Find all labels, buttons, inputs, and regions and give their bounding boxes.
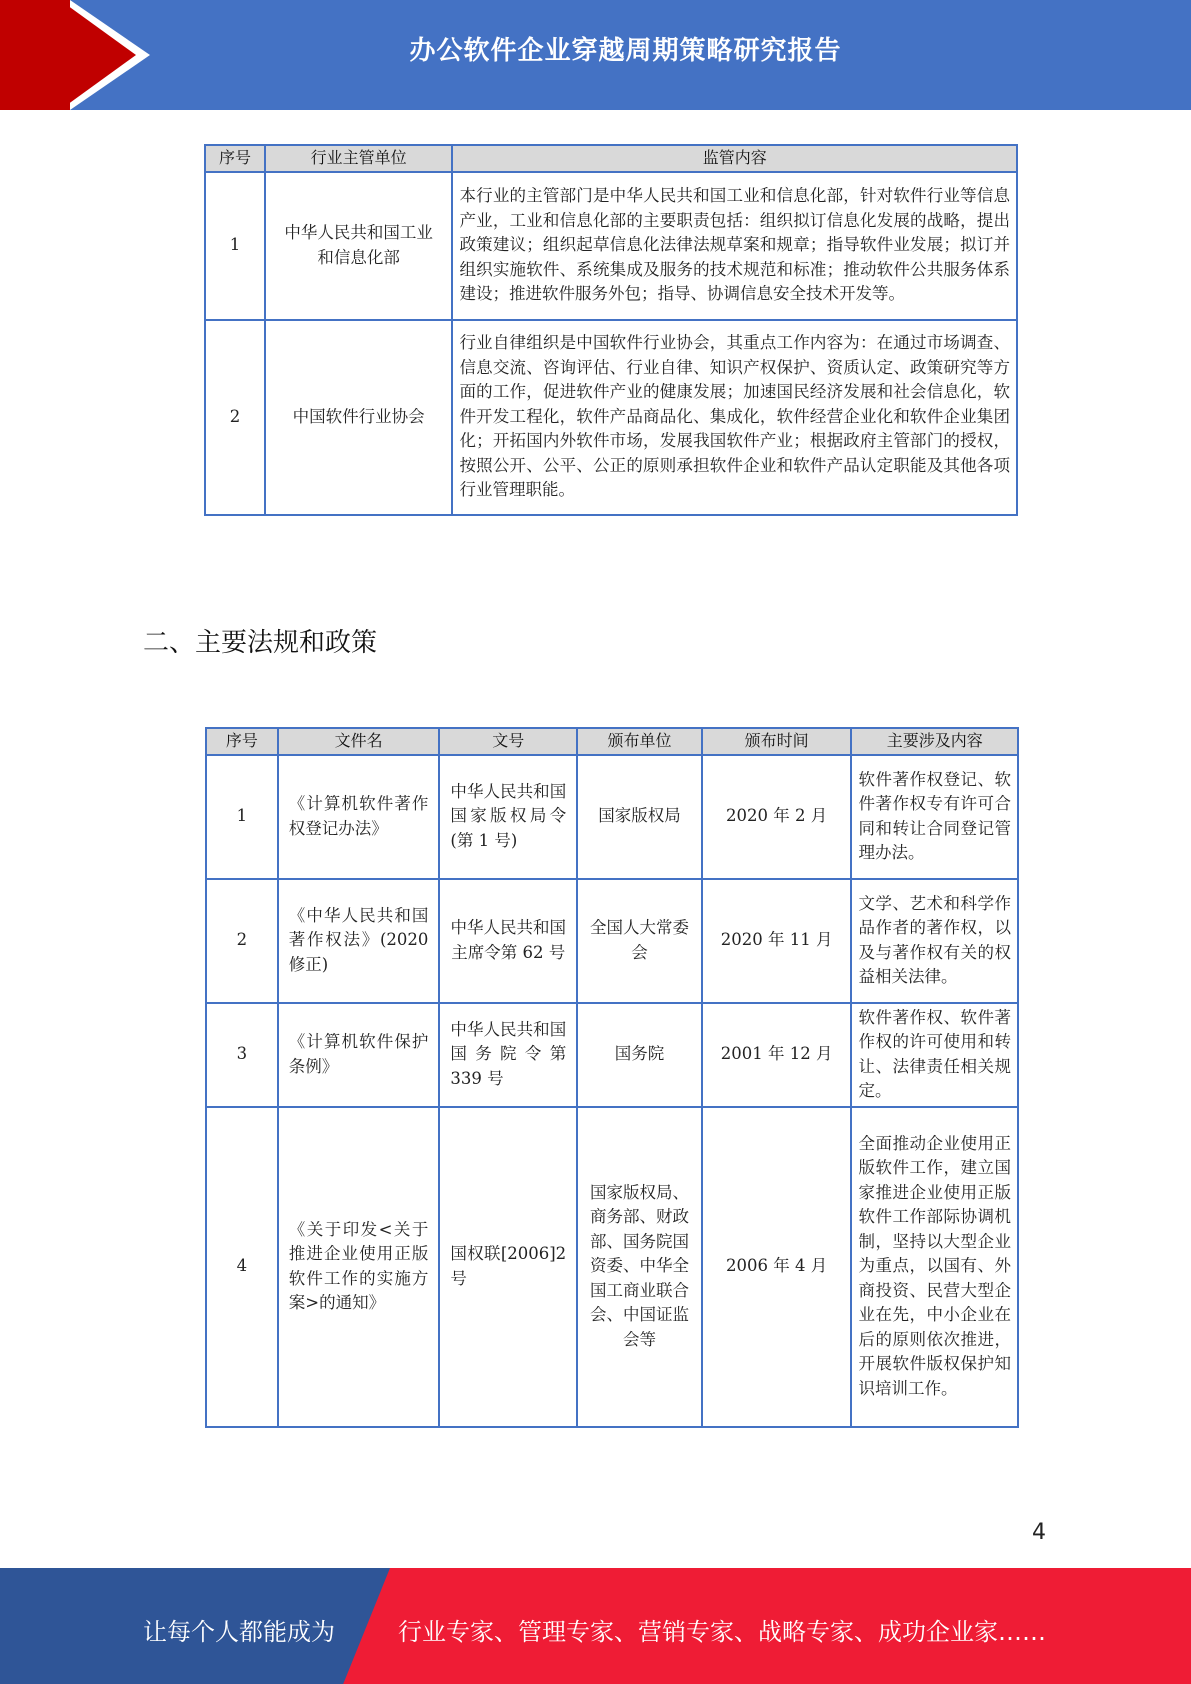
footer-slogan-right: 行业专家、管理专家、营销专家、战略专家、成功企业家……: [398, 1618, 1046, 1646]
row-no: 3: [206, 1003, 278, 1107]
col-header-name: 文件名: [278, 728, 440, 755]
row-date: 2020 年 11 月: [702, 879, 852, 1003]
row-name: 《关于印发<关于推进企业使用正版软件工作的实施方案>的通知》: [278, 1107, 440, 1427]
row-content: 软件著作权、软件著作权的许可使用和转让、法律责任相关规定。: [851, 1003, 1018, 1107]
header-chevron-arrow: [60, 0, 136, 110]
row-issuer: 全国人大常委会: [577, 879, 702, 1003]
row-issuer: 国家版权局、商务部、财政部、国务院国资委、中华全国工商业联合会、中国证监会等: [577, 1107, 702, 1427]
row-date: 2001 年 12 月: [702, 1003, 852, 1107]
row-date: 2020 年 2 月: [702, 755, 852, 879]
row-content: 全面推动企业使用正版软件工作，建立国家推进企业使用正版软件工作部际协调机制，坚持以大型企业为重点，以国有、外商投资、民营大型企业在先，中小企业在后的原则依次推进，开展软件版权保护知识培训工作。: [851, 1107, 1018, 1427]
col-header-content: 监管内容: [452, 145, 1017, 172]
col-header-no: 序号: [206, 728, 278, 755]
col-header-issuer: 颁布单位: [577, 728, 702, 755]
row-name: 《中华人民共和国著作权法》(2020 修正): [278, 879, 440, 1003]
regulator-table: [204, 144, 1018, 516]
row-name: 《计算机软件保护条例》: [278, 1003, 440, 1107]
col-header-no: 序号: [205, 145, 265, 172]
row-doc-no: 中华人民共和国国务院令第 339 号: [439, 1003, 577, 1107]
table-row: [206, 755, 1018, 879]
row-unit: 中华人民共和国工业和信息化部: [265, 172, 453, 320]
row-date: 2006 年 4 月: [702, 1107, 852, 1427]
report-title: 办公软件企业穿越周期策略研究报告: [409, 36, 842, 66]
page-number: 4: [1032, 1520, 1046, 1545]
footer-slogan-left: 让每个人都能成为: [143, 1618, 335, 1646]
table-row: [205, 172, 1017, 320]
row-content: 本行业的主管部门是中华人民共和国工业和信息化部，针对软件行业等信息产业，工业和信息化部的主要职责包括：组织拟订信息化发展的战略，提出政策建议；组织起草信息化法律法规草案和规章；指导软件业发展；拟订并组织实施软件、系统集成及服务的技术规范和标准；推动软件公共服务体系建设；推进软件服务外包；指导、协调信息安全技术开发等。: [452, 172, 1017, 320]
col-header-date: 颁布时间: [702, 728, 852, 755]
col-header-content: 主要涉及内容: [851, 728, 1018, 755]
row-no: 1: [206, 755, 278, 879]
row-issuer: 国家版权局: [577, 755, 702, 879]
row-no: 2: [206, 879, 278, 1003]
row-doc-no: 国权联[2006]2 号: [439, 1107, 577, 1427]
table-row: [206, 1107, 1018, 1427]
col-header-doc-no: 文号: [439, 728, 577, 755]
page-footer: [0, 1568, 1191, 1684]
row-content: 文学、艺术和科学作品作者的著作权，以及与著作权有关的权益相关法律。: [851, 879, 1018, 1003]
table-header-row: [206, 728, 1018, 755]
row-no: 4: [206, 1107, 278, 1427]
row-content: 行业自律组织是中国软件行业协会，其重点工作内容为：在通过市场调查、信息交流、咨询评估、行业自律、知识产权保护、资质认定、政策研究等方面的工作，促进软件产业的健康发展；加速国民经济发展和社会信息化，软件开发工程化，软件产品商品化、集成化，软件经营企业化和软件企业集团化；开拓国内外软件市场，发展我国软件产业；根据政府主管部门的授权，按照公开、公平、公正的原则承担软件企业和软件产品认定职能及其他各项行业管理职能。: [452, 320, 1017, 515]
row-issuer: 国务院: [577, 1003, 702, 1107]
page-header: [0, 0, 1191, 110]
row-doc-no: 中华人民共和国主席令第 62 号: [439, 879, 577, 1003]
section-heading: 二、主要法规和政策: [143, 628, 378, 658]
col-header-unit: 行业主管单位: [265, 145, 453, 172]
row-no: 2: [205, 320, 265, 515]
row-content: 软件著作权登记、软件著作权专有许可合同和转让合同登记管理办法。: [851, 755, 1018, 879]
table-header-row: [205, 145, 1017, 172]
regulations-table: [205, 727, 1019, 1428]
row-doc-no: 中华人民共和国国家版权局令(第 1 号): [439, 755, 577, 879]
table-row: [206, 1003, 1018, 1107]
table-row: [205, 320, 1017, 515]
row-no: 1: [205, 172, 265, 320]
row-name: 《计算机软件著作权登记办法》: [278, 755, 440, 879]
table-row: [206, 879, 1018, 1003]
row-unit: 中国软件行业协会: [265, 320, 453, 515]
